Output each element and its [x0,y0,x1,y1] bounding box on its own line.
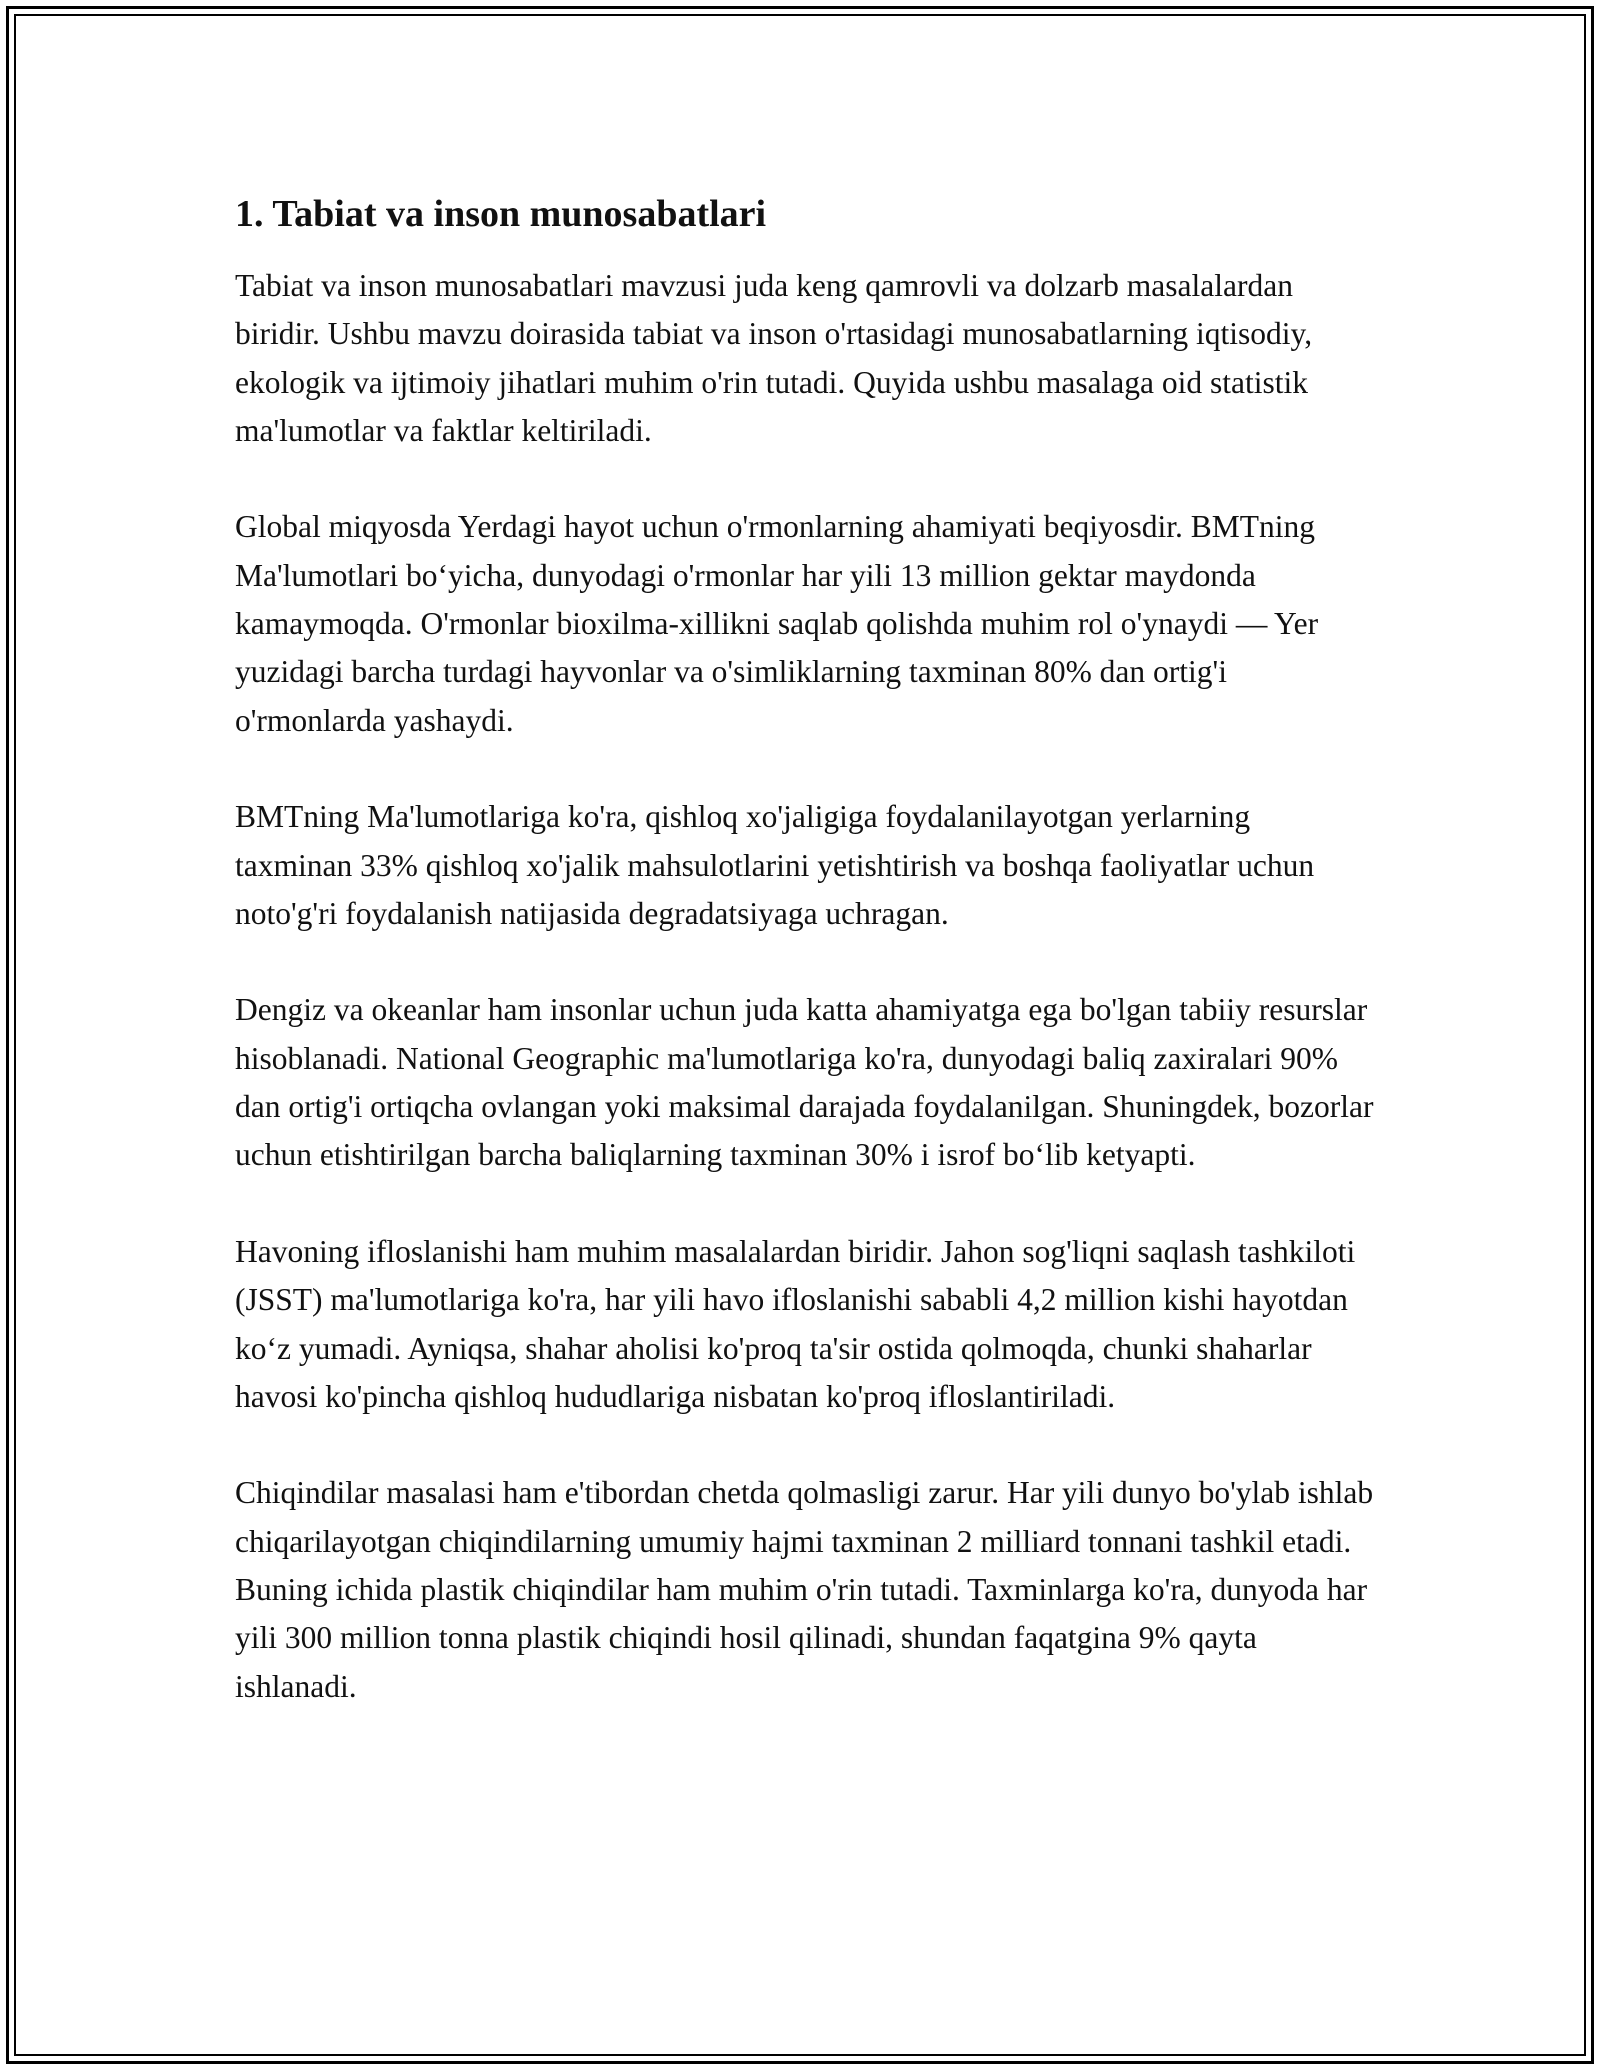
paragraph-waste: Chiqindilar masalasi ham e'tibordan chetda qolmasligi zarur. Har yili dunyo bo'ylab ishlab chiqarilayotgan chiqindilarning umumiy hajmi taxminan 2 milliard tonnani tashkil etadi. Buning ichida plastik chiqindilar ham muhim o'rin tutadi. Taxminlarga ko'ra, dunyoda har yili 300 million tonna plastik chiqindi hosil qilinadi, shundan faqatgina 9% qayta ishlanadi. [235,1475,1374,1704]
paragraph-introduction: Tabiat va inson munosabatlari mavzusi juda keng qamrovli va dolzarb masalalardan biridir. Ushbu mavzu doirasida tabiat va inson o'rtasidagi munosabatlarning iqtisodiy, ekologik va ijtimoiy jihatlari muhim o'rin tutadi. Quyida ushbu masalaga oid statistik ma'lumotlar va faktlar keltiriladi. [235,268,1313,448]
section-heading: 1. Tabiat va inson munosabatlari [235,193,767,235]
paragraph-air-pollution: Havoning ifloslanishi ham muhim masalalardan biridir. Jahon sog'liqni saqlash tashkiloti (JSST) ma'lumotlariga ko'ra, har yili havo ifloslanishi sababli 4,2 million kishi hayotdan koʻz yumadi. Ayniqsa, shahar aholisi ko'proq ta'sir ostida qolmoqda, chunki shaharlar havosi ko'pincha qishloq hududlariga nisbatan ko'proq ifloslantiriladi. [235,1233,1356,1414]
paragraph-agriculture: BMTning Ma'lumotlariga ko'ra, qishloq xo'jaligiga foydalanilayotgan yerlarning taxminan 33% qishloq xo'jalik mahsulotlarini yetishtirish va boshqa faoliyatlar uchun noto'g'ri foydalanish natijasida degradatsiyaga uchragan. [235,799,1315,931]
paragraph-oceans: Dengiz va okeanlar ham insonlar uchun juda katta ahamiyatga ega bo'lgan tabiiy resurslar hisoblanadi. National Geographic ma'lumotlariga ko'ra, dunyodagi baliq zaxiralari 90% dan ortig'i ortiqcha ovlangan yoki maksimal darajada foydalanilgan. Shuningdek, bozorlar uchun etishtirilgan barcha baliqlarning taxminan 30% i isrof boʻlib ketyapti. [235,992,1374,1173]
document-body [235,190,1375,1759]
paragraph-forests: Global miqyosda Yerdagi hayot uchun o'rmonlarning ahamiyati beqiyosdir. BMTning Ma'lumotlari boʻyicha, dunyodagi o'rmonlar har yili 13 million gektar maydonda kamaymoqda. O'rmonlar bioxilma-xillikni saqlab qolishda muhim rol o'ynaydi — Yer yuzidagi barcha turdagi hayvonlar va o'simliklarning taxminan 80% dan ortig'i o'rmonlarda yashaydi. [235,509,1319,738]
